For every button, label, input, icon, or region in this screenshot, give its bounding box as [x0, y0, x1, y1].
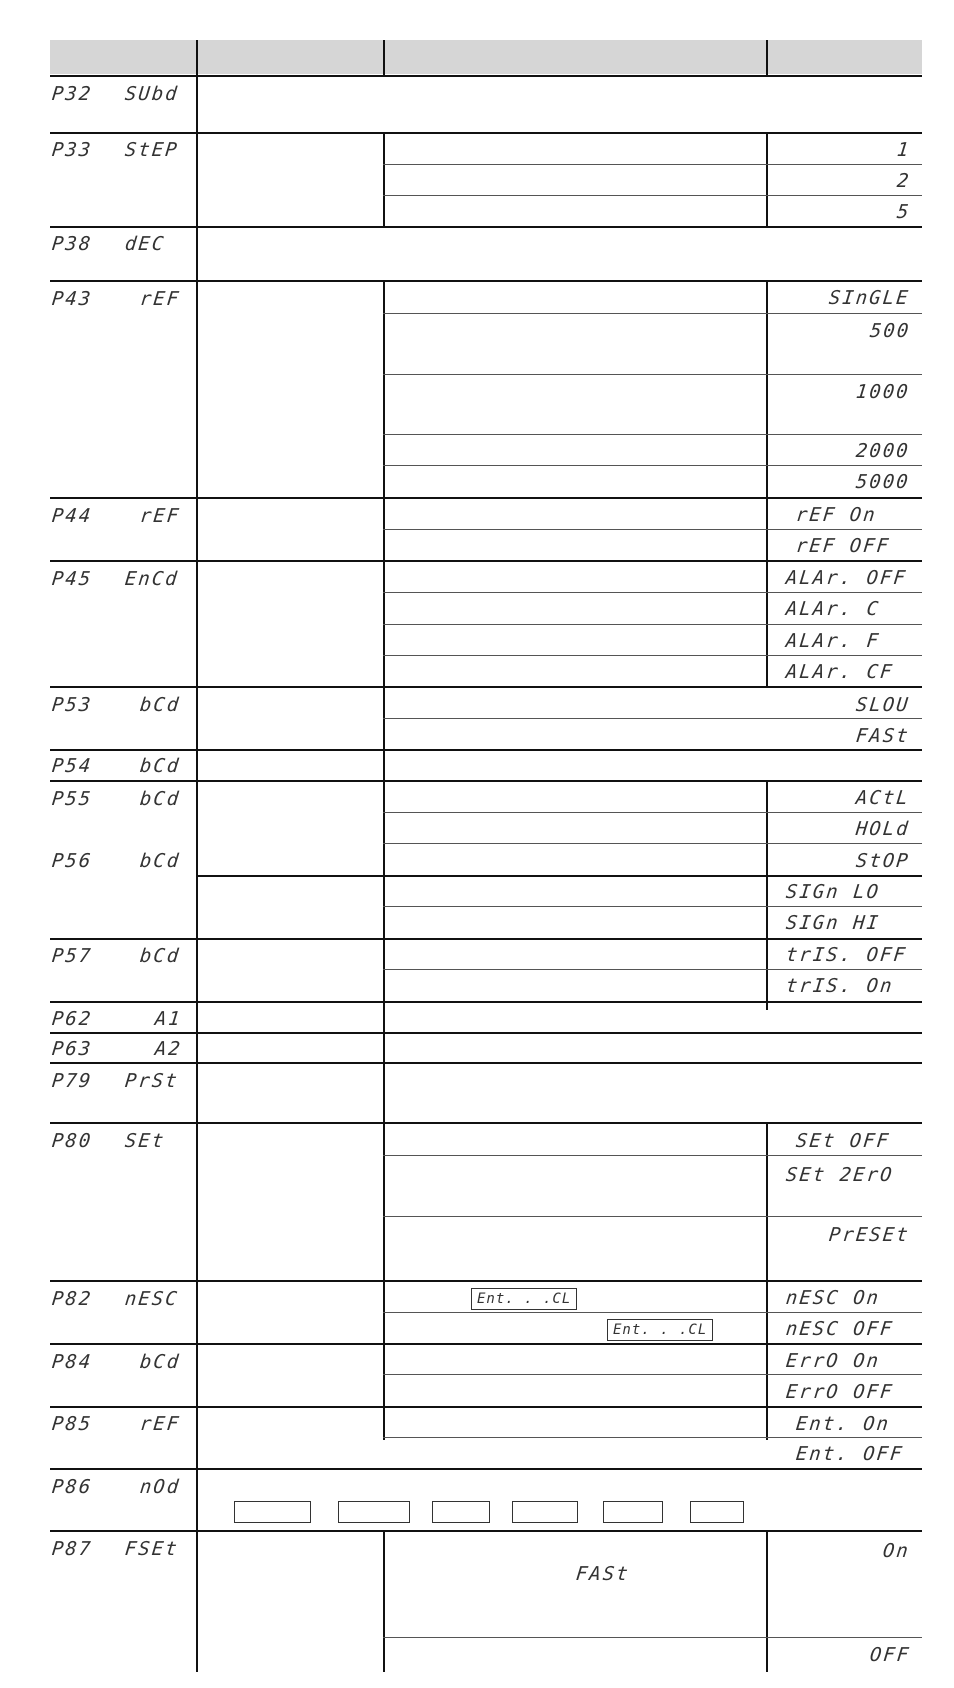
param-name: bCd — [138, 788, 182, 810]
input-box — [512, 1501, 578, 1523]
param-code: P80 — [50, 1130, 94, 1152]
divider — [50, 780, 922, 782]
divider — [50, 1001, 922, 1003]
key-sequence-box: Ent. . .CL — [471, 1288, 577, 1310]
divider — [50, 1280, 922, 1282]
divider — [50, 1343, 922, 1345]
param-code: P45 — [50, 568, 94, 590]
option-value: 1 — [895, 139, 912, 161]
option-value: trIS. OFF — [784, 944, 909, 966]
divider — [50, 497, 922, 499]
option-value: Ent. On — [794, 1413, 892, 1435]
param-name: SEt — [123, 1130, 167, 1152]
param-code: P54 — [50, 755, 94, 777]
divider — [383, 1637, 922, 1638]
param-code: P63 — [50, 1038, 94, 1060]
divider — [50, 1468, 922, 1470]
divider — [383, 529, 922, 530]
divider — [50, 1530, 922, 1532]
param-code: P56 — [50, 850, 94, 872]
option-value: nESC On — [784, 1287, 882, 1309]
input-box — [603, 1501, 663, 1523]
divider — [383, 1155, 922, 1156]
option-value: nESC OFF — [784, 1318, 895, 1340]
divider — [383, 313, 922, 314]
divider — [383, 465, 922, 466]
divider — [383, 1530, 385, 1672]
param-name: bCd — [138, 850, 182, 872]
param-name: bCd — [138, 694, 182, 716]
divider — [50, 1122, 922, 1124]
divider — [50, 226, 922, 228]
param-code: P79 — [50, 1070, 94, 1092]
param-name: bCd — [138, 755, 182, 777]
option-value: SInGLE — [828, 287, 912, 309]
param-code: P38 — [50, 233, 94, 255]
option-value: SIGn LO — [784, 881, 882, 903]
option-value: rEF On — [794, 504, 878, 526]
param-code: P87 — [50, 1538, 94, 1560]
center-label: FASt — [574, 1563, 631, 1585]
option-value: FASt — [855, 725, 912, 747]
divider — [50, 749, 922, 751]
divider — [50, 938, 922, 940]
option-value: ALAr. OFF — [784, 567, 909, 589]
divider — [383, 624, 922, 625]
option-value: SLOU — [855, 694, 912, 716]
option-value: SEt OFF — [794, 1130, 892, 1152]
column-divider-3 — [766, 40, 768, 76]
param-code: P44 — [50, 505, 94, 527]
option-value: HOLd — [855, 818, 912, 840]
param-name: EnCd — [123, 568, 180, 590]
option-value: 2 — [895, 170, 912, 192]
option-value: trIS. On — [784, 975, 895, 997]
divider — [383, 812, 922, 813]
input-box — [234, 1501, 311, 1523]
param-name: PrSt — [123, 1070, 180, 1092]
option-value: ACtL — [855, 787, 912, 809]
column-divider-1 — [196, 40, 198, 1672]
divider — [383, 718, 922, 719]
divider — [383, 374, 922, 375]
option-value: ALAr. F — [784, 630, 882, 652]
param-code: P84 — [50, 1351, 94, 1373]
param-code: P85 — [50, 1413, 94, 1435]
param-name: dEC — [123, 233, 167, 255]
divider — [50, 1062, 922, 1064]
table-header — [50, 40, 922, 74]
divider — [383, 1374, 922, 1375]
divider — [766, 1530, 768, 1672]
param-name: rEF — [138, 505, 182, 527]
input-box — [690, 1501, 744, 1523]
param-code: P32 — [50, 83, 94, 105]
divider — [50, 1032, 922, 1034]
divider — [50, 686, 922, 688]
option-value: ALAr. C — [784, 598, 882, 620]
divider — [766, 133, 768, 227]
option-value: 1000 — [855, 381, 912, 403]
divider — [383, 280, 385, 1440]
param-code: P86 — [50, 1476, 94, 1498]
option-value: Ent. OFF — [794, 1443, 905, 1465]
input-box — [432, 1501, 490, 1523]
divider — [50, 560, 922, 562]
param-name: nOd — [138, 1476, 182, 1498]
option-value: SEt 2ErO — [784, 1164, 895, 1186]
divider — [383, 843, 922, 844]
divider — [50, 1406, 922, 1408]
option-value: 2000 — [855, 440, 912, 462]
param-code: P53 — [50, 694, 94, 716]
divider — [383, 434, 922, 435]
divider — [50, 132, 922, 134]
option-value: 500 — [868, 320, 912, 342]
option-value: PrESEt — [828, 1224, 912, 1246]
divider — [766, 280, 768, 687]
param-code: P33 — [50, 139, 94, 161]
option-value: OFF — [868, 1644, 912, 1666]
divider — [383, 906, 922, 907]
divider — [383, 1312, 922, 1313]
param-name: A1 — [153, 1008, 184, 1030]
option-value: 5000 — [855, 471, 912, 493]
param-code: P43 — [50, 288, 94, 310]
param-name: FSEt — [123, 1538, 180, 1560]
divider — [383, 195, 922, 196]
param-name: A2 — [153, 1038, 184, 1060]
param-code: P57 — [50, 945, 94, 967]
option-value: On — [881, 1540, 912, 1562]
param-code: P82 — [50, 1288, 94, 1310]
column-divider-2 — [383, 40, 385, 76]
divider — [383, 1216, 922, 1217]
divider — [383, 133, 385, 227]
param-name: bCd — [138, 945, 182, 967]
divider — [50, 75, 922, 77]
param-name: bCd — [138, 1351, 182, 1373]
param-code: P55 — [50, 788, 94, 810]
option-value: ErrO On — [784, 1350, 882, 1372]
option-value: ALAr. CF — [784, 661, 895, 683]
param-name: rEF — [138, 1413, 182, 1435]
option-value: ErrO OFF — [784, 1381, 895, 1403]
param-name: StEP — [123, 139, 180, 161]
divider — [383, 969, 922, 970]
divider — [383, 164, 922, 165]
divider — [766, 780, 768, 1010]
divider — [196, 875, 922, 877]
divider — [50, 280, 922, 282]
divider — [383, 1437, 922, 1438]
option-value: StOP — [855, 850, 912, 872]
key-sequence-box: Ent. . .CL — [607, 1319, 713, 1341]
input-box — [338, 1501, 410, 1523]
param-name: nESC — [123, 1288, 180, 1310]
param-name: SUbd — [123, 83, 180, 105]
option-value: rEF OFF — [794, 535, 892, 557]
param-name: rEF — [138, 288, 182, 310]
divider — [383, 655, 922, 656]
option-value: 5 — [895, 201, 912, 223]
option-value: SIGn HI — [784, 912, 882, 934]
divider — [383, 592, 922, 593]
param-code: P62 — [50, 1008, 94, 1030]
